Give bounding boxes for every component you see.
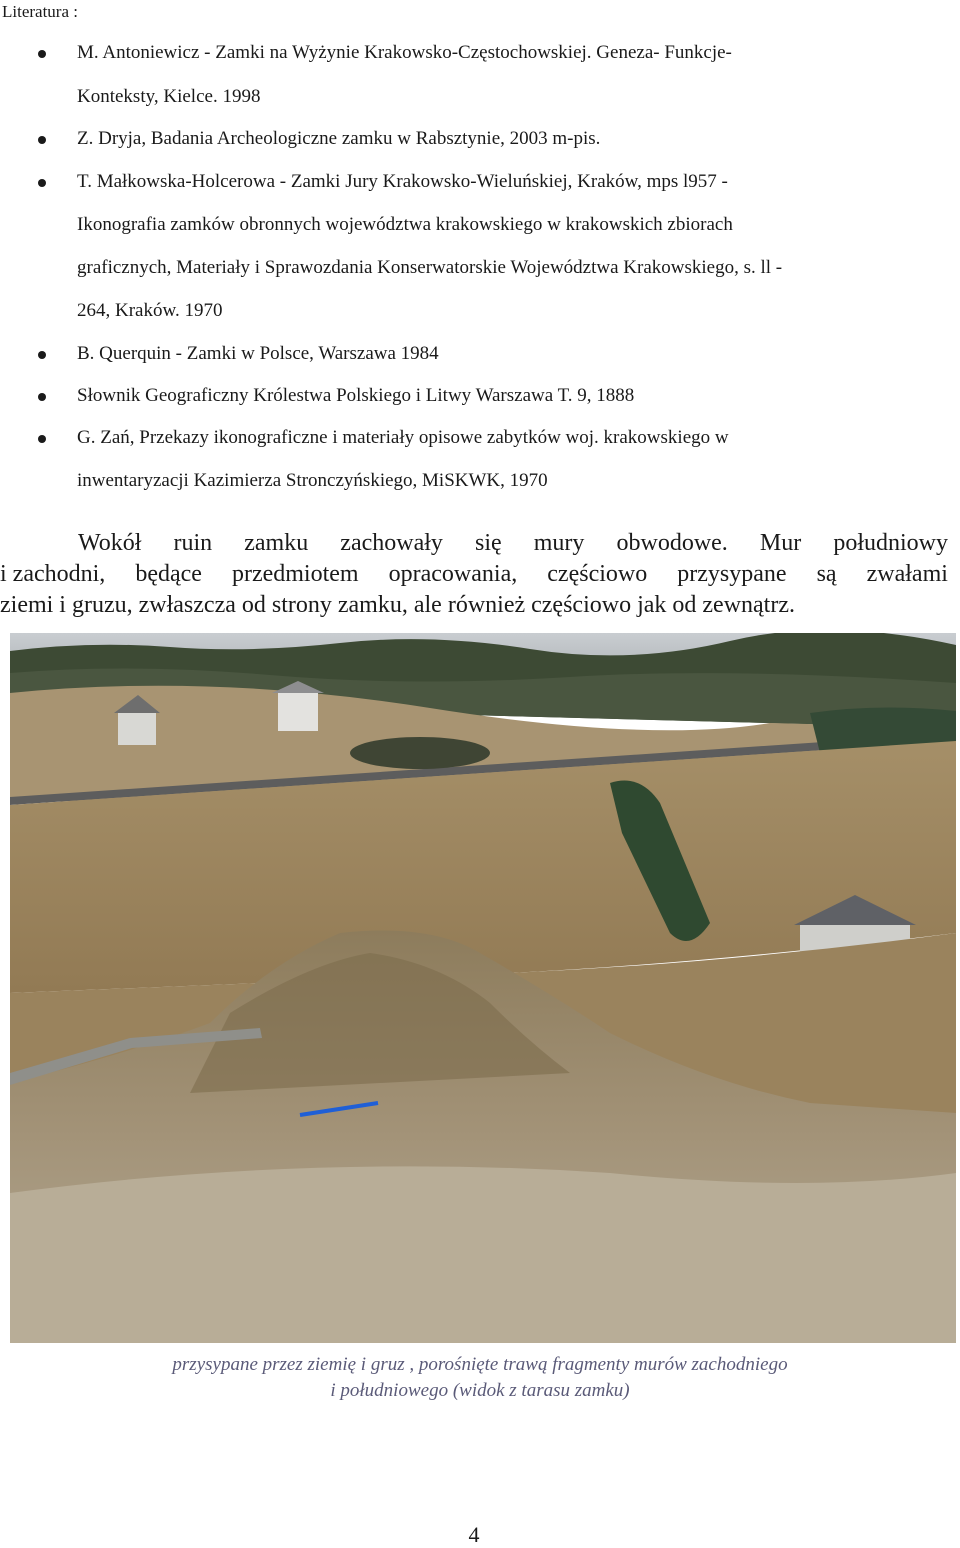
word: się — [474, 530, 502, 556]
word: mury — [533, 530, 585, 556]
landscape-photo — [10, 633, 956, 1343]
word: zwałami — [866, 561, 948, 587]
paragraph-line: ziemi i gruzu, zwłaszcza od strony zamku, ale również częściowo jak od zewnątrz. — [0, 592, 795, 618]
word: przedmiotem — [231, 561, 359, 587]
reference-line: M. Antoniewicz - Zamki na Wyżynie Krakowsko-Częstochowskiej. Geneza- Funkcje- — [77, 42, 732, 63]
word: południowy — [833, 530, 948, 556]
literature-heading: Literatura : — [2, 2, 78, 21]
word: częściowo — [547, 561, 648, 587]
reference-line: Słownik Geograficzny Królestwa Polskiego i Litwy Warszawa T. 9, 1888 — [77, 385, 635, 406]
page-number: 4 — [468, 1522, 480, 1547]
reference-line: G. Zań, Przekazy ikonograficzne i materiały opisowe zabytków woj. krakowskiego w — [77, 427, 729, 448]
photo-caption — [0, 1352, 960, 1404]
word: przysypane — [677, 561, 787, 587]
reference-line: 264, Kraków. 1970 — [77, 300, 223, 321]
word: Wokół — [78, 530, 142, 556]
word: ruin — [173, 530, 213, 556]
reference-line: Z. Dryja, Badania Archeologiczne zamku w Rabsztynie, 2003 m-pis. — [77, 128, 601, 149]
word: są — [816, 561, 837, 587]
bullet-icon — [38, 435, 46, 443]
word: obwodowe. — [616, 530, 728, 556]
reference-line: Konteksty, Kielce. 1998 — [77, 86, 261, 107]
caption-line: przysypane przez ziemię i gruz , porośnięte trawą fragmenty murów zachodniego — [172, 1354, 788, 1375]
bullet-icon — [38, 50, 46, 58]
caption-line: i południowego (widok z tarasu zamku) — [330, 1380, 630, 1401]
word: Mur — [759, 530, 802, 556]
body-paragraph — [0, 528, 948, 621]
word: i zachodni, — [0, 561, 106, 587]
reference-line: graficznych, Materiały i Sprawozdania Konserwatorskie Województwa Krakowskiego, s. ll - — [77, 257, 783, 278]
paragraph-line — [0, 528, 948, 559]
bullet-icon — [38, 136, 46, 144]
word: opracowania, — [388, 561, 518, 587]
bullet-icon — [38, 351, 46, 359]
reference-line: B. Querquin - Zamki w Polsce, Warszawa 1984 — [77, 343, 439, 364]
reference-line: inwentaryzacji Kazimierza Stronczyńskiego, MiSKWK, 1970 — [77, 470, 548, 491]
paragraph-line — [0, 559, 948, 590]
word: będące — [135, 561, 202, 587]
bullet-icon — [38, 393, 46, 401]
word: zamku — [244, 530, 309, 556]
bullet-icon — [38, 179, 46, 187]
reference-line: Ikonografia zamków obronnych województwa krakowskiego w krakowskich zbiorach — [77, 214, 733, 235]
word: zachowały — [340, 530, 443, 556]
reference-line: T. Małkowska-Holcerowa - Zamki Jury Krakowsko-Wieluńskiej, Kraków, mps l957 - — [77, 171, 728, 192]
